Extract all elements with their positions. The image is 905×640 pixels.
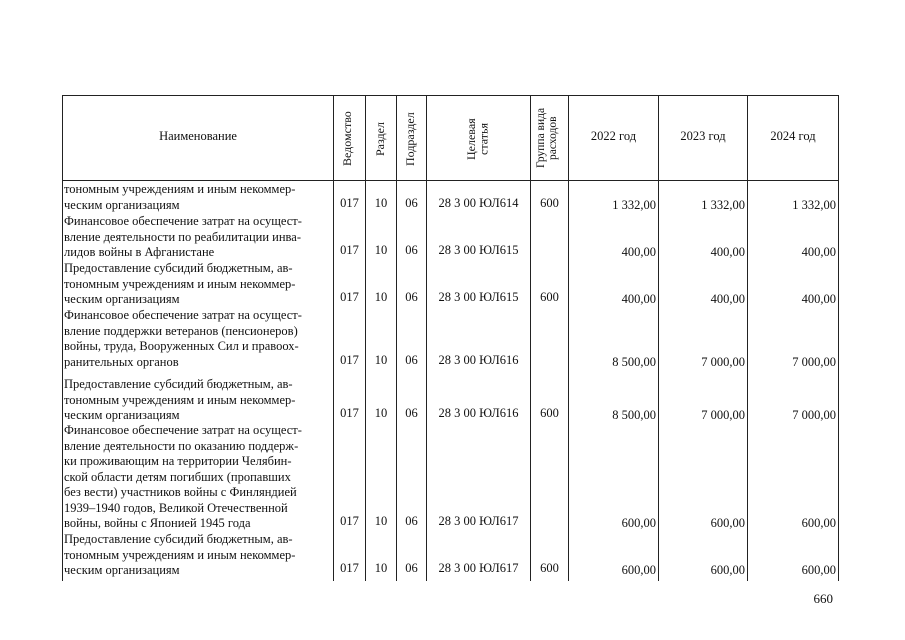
row-celevaya-statya: 28 3 00 ЮЛ617 (438, 514, 519, 528)
header-2024: 2024 год (770, 129, 816, 143)
header-2023: 2023 год (680, 129, 726, 143)
row-celevaya-statya: 28 3 00 ЮЛ616 (438, 352, 519, 367)
column-divider (333, 95, 334, 581)
header-bottom-border (62, 180, 839, 181)
row-podrazdel: 06 (405, 561, 418, 575)
row-name-line: ки проживающим на территории Челябин- (64, 454, 292, 468)
row-name-line: вление деятельности по реабилитации инва- (64, 229, 301, 244)
row-name-line: войны, труда, Вооруженных Сил и правоох- (64, 339, 299, 353)
column-divider (530, 95, 531, 581)
row-celevaya-statya: 28 3 00 ЮЛ617 (438, 561, 519, 575)
row-name-line: тономным учреждениям и иным некоммер- (64, 547, 296, 562)
row-name-line: 1939–1940 годов, Великой Отечественной (64, 500, 288, 515)
row-name-line: лидов войны в Афганистане (64, 245, 215, 259)
row-vedomstvo: 017 (340, 290, 359, 304)
row-vedomstvo: 017 (340, 195, 359, 210)
row-razdel: 10 (374, 290, 388, 304)
row-value-2023: 600,00 (710, 516, 745, 530)
row-name (64, 182, 332, 213)
row-name-line: ческим организациям (64, 292, 180, 306)
row-vedomstvo: 017 (340, 514, 359, 528)
row-vedomstvo: 017 (340, 243, 359, 257)
row-gruppa-vr: 600 (540, 406, 559, 420)
row-name (64, 423, 332, 532)
row-value-2023: 7 000,00 (701, 354, 745, 369)
header-celevaya-text: Целевая статья (464, 118, 491, 160)
row-name-line: ческим организациям (64, 197, 180, 212)
column-divider (568, 95, 569, 581)
row-name (64, 214, 332, 261)
row-name-line: Предоставление субсидий бюджетным, ав- (64, 261, 293, 275)
column-divider (658, 95, 659, 581)
row-razdel: 10 (374, 561, 388, 575)
row-name (64, 532, 332, 579)
row-gruppa-vr: 600 (540, 561, 559, 575)
row-podrazdel: 06 (405, 243, 418, 257)
row-name-line: тономным учреждениям и иным некоммер- (64, 276, 296, 291)
row-value-2023: 400,00 (710, 245, 745, 259)
row-razdel: 10 (374, 406, 388, 420)
row-name-line: ческим организациям (64, 408, 180, 422)
row-value-2022: 1 332,00 (612, 197, 656, 212)
column-divider (396, 95, 397, 581)
row-podrazdel: 06 (405, 406, 418, 420)
row-vedomstvo: 017 (340, 561, 359, 575)
row-name-line: Финансовое обеспечение затрат на осущест- (64, 423, 302, 437)
row-razdel: 10 (374, 243, 388, 257)
row-value-2022: 8 500,00 (612, 354, 656, 369)
header-vedomstvo: Ведомство (340, 111, 354, 167)
header-gruppa-text: Группа вида расходов (535, 107, 559, 169)
row-name-line: Финансовое обеспечение затрат на осущест- (64, 214, 302, 228)
header-name: Наименование (159, 129, 237, 143)
row-value-2023: 7 000,00 (701, 408, 745, 422)
row-celevaya-statya: 28 3 00 ЮЛ614 (438, 195, 519, 210)
row-name-line: вление деятельности по оказанию поддерж- (64, 438, 299, 453)
row-name-line: ской области детям погибших (пропавших (64, 469, 291, 484)
row-name-line: без вести) участников войны с Финляндией (64, 485, 297, 499)
row-name-line: вление поддержки ветеранов (пенсионеров) (64, 323, 298, 338)
row-celevaya-statya: 28 3 00 ЮЛ616 (438, 406, 519, 420)
row-value-2022: 400,00 (621, 292, 656, 306)
row-value-2023: 1 332,00 (701, 197, 745, 212)
row-gruppa-vr: 600 (540, 290, 559, 304)
row-razdel: 10 (374, 352, 388, 367)
row-razdel: 10 (374, 514, 388, 528)
row-value-2024: 400,00 (801, 245, 836, 259)
table-right-border (838, 95, 839, 581)
row-celevaya-statya: 28 3 00 ЮЛ615 (438, 290, 519, 304)
table-top-border (62, 95, 839, 96)
row-vedomstvo: 017 (340, 406, 359, 420)
row-name (64, 377, 332, 424)
row-value-2022: 400,00 (621, 245, 656, 259)
row-name-line: Предоставление субсидий бюджетным, ав- (64, 377, 293, 391)
row-value-2024: 600,00 (801, 563, 836, 577)
row-vedomstvo: 017 (340, 352, 359, 367)
row-value-2022: 600,00 (621, 516, 656, 530)
row-value-2024: 400,00 (801, 292, 836, 306)
row-celevaya-statya: 28 3 00 ЮЛ615 (438, 243, 519, 257)
row-podrazdel: 06 (405, 352, 418, 367)
row-value-2024: 1 332,00 (792, 197, 836, 212)
row-podrazdel: 06 (405, 195, 418, 210)
table-left-border (62, 95, 63, 581)
page-number: 660 (813, 591, 833, 606)
row-razdel: 10 (374, 195, 388, 210)
row-name-line: ранительных органов (64, 354, 179, 369)
row-name-line: Финансовое обеспечение затрат на осущест- (64, 308, 302, 322)
row-gruppa-vr: 600 (540, 195, 559, 210)
row-name (64, 261, 332, 308)
row-value-2023: 400,00 (710, 292, 745, 306)
row-value-2024: 7 000,00 (792, 408, 836, 422)
row-name (64, 308, 332, 370)
row-value-2024: 600,00 (801, 516, 836, 530)
row-value-2023: 600,00 (710, 563, 745, 577)
row-name-line: ческим организациям (64, 563, 180, 577)
row-podrazdel: 06 (405, 290, 418, 304)
column-divider (747, 95, 748, 581)
header-gruppa (535, 98, 563, 178)
row-name-line: тономным учреждениям и иным некоммер- (64, 182, 296, 196)
column-divider (426, 95, 427, 581)
row-name-line: войны, войны с Японией 1945 года (64, 516, 251, 530)
row-name-line: тономным учреждениям и иным некоммер- (64, 392, 296, 407)
header-2022: 2022 год (590, 129, 637, 143)
row-value-2024: 7 000,00 (792, 354, 836, 369)
header-razdel: Раздел (373, 122, 387, 156)
header-podrazdel: Подраздел (403, 112, 417, 166)
column-divider (365, 95, 366, 581)
row-podrazdel: 06 (405, 514, 418, 528)
header-celevaya (465, 105, 491, 173)
row-value-2022: 600,00 (621, 563, 656, 577)
row-value-2022: 8 500,00 (612, 408, 656, 422)
row-name-line: Предоставление субсидий бюджетным, ав- (64, 532, 293, 546)
